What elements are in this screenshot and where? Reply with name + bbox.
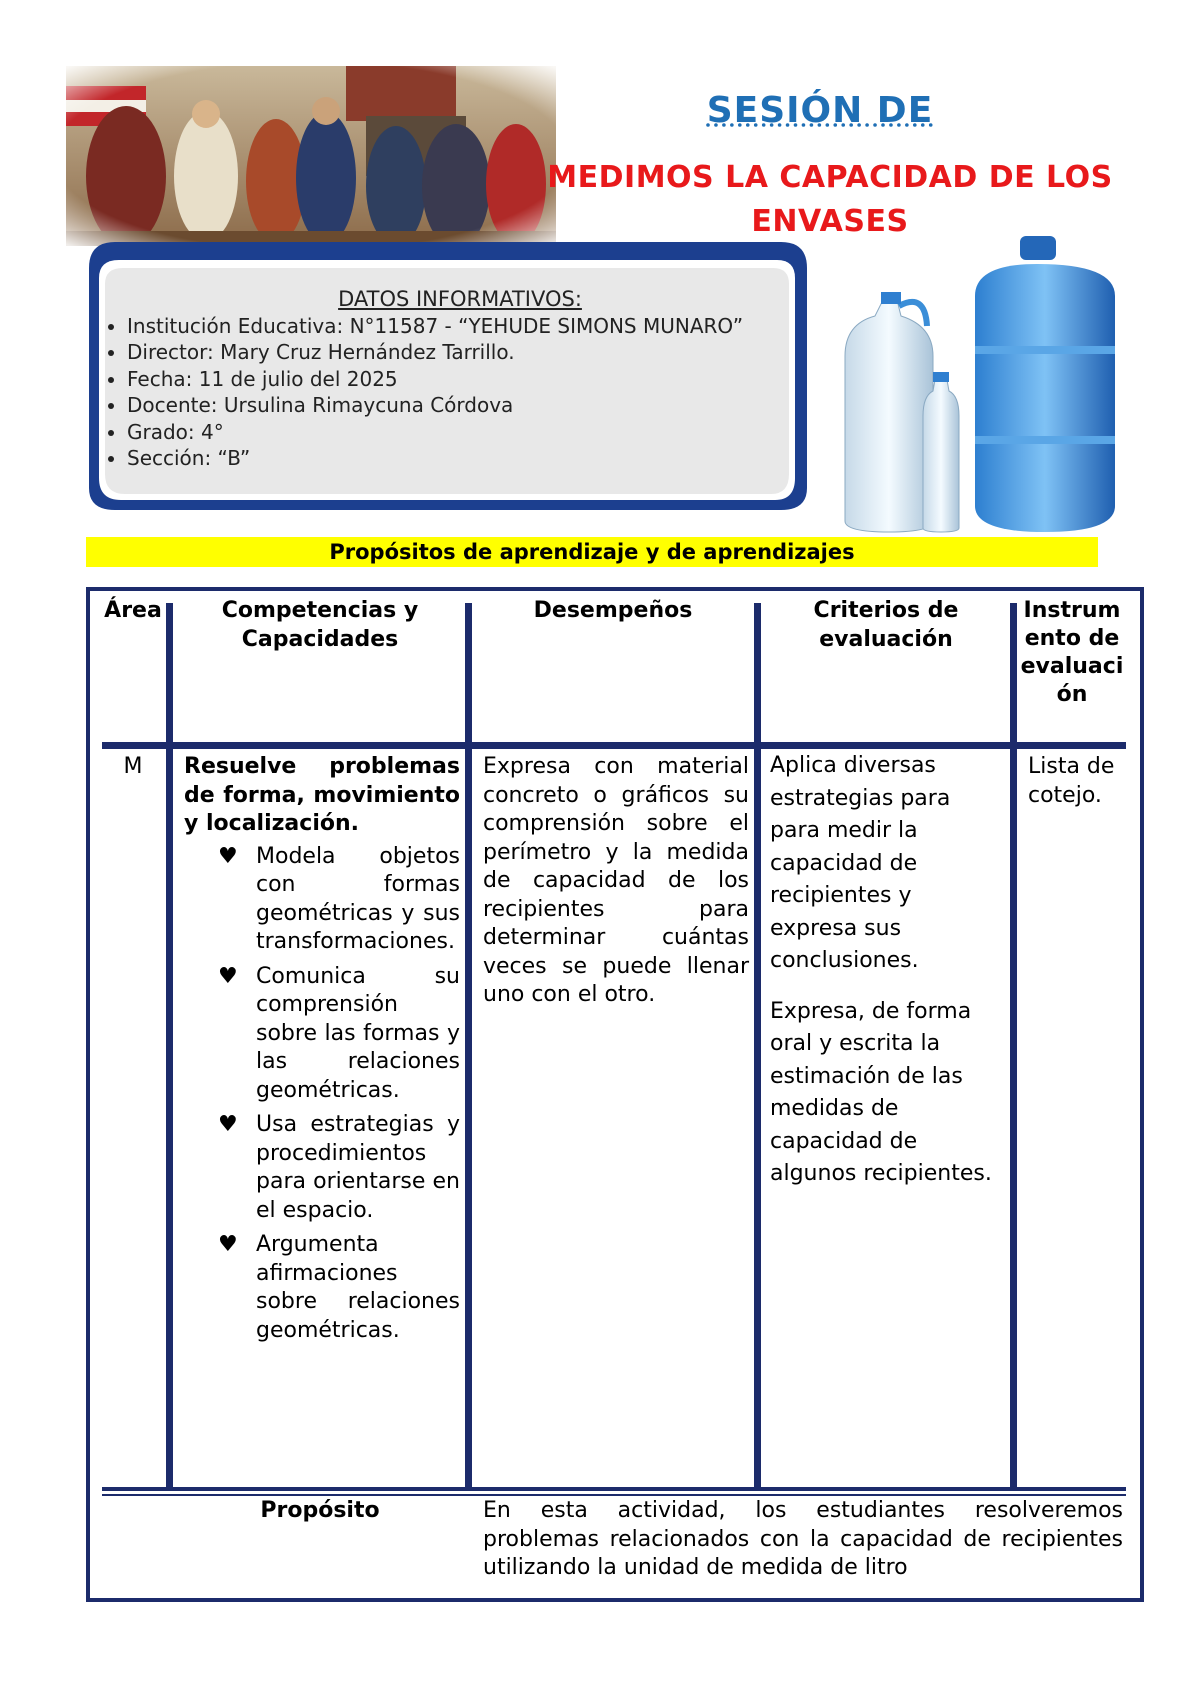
datos-item-institucion: • Institución Educativa: N°11587 - “YEHUDE SIMONS MUNARO” [127,313,785,340]
row-divider [102,1487,1126,1491]
datos-list [105,313,785,472]
heart-bullet-icon: ♥ [218,843,238,869]
lesson-title: MEDIMOS LA CAPACIDAD DE LOS ENVASES [547,160,1113,239]
cell-area: M [123,754,143,779]
header-area: Área [104,598,162,623]
header-criterios: Criterios de evaluación [813,598,959,652]
datos-item-director: • Director: Mary Cruz Hernández Tarrillo. [127,339,785,366]
capacidad-item: ♥ Comunica su comprensión sobre las formas y las relaciones geométricas. [218,963,460,1103]
proposito-text: En esta actividad, los estudiantes resolveremos problemas relacionados con la capacidad de recipientes utilizando la unidad de medida de litro [483,1498,1123,1580]
column-divider [465,603,472,1487]
datos-item-seccion: • Sección: “B” [127,445,785,472]
datos-item-grado: • Grado: 4° [127,419,785,446]
session-title: SESIÓN DE [706,90,934,131]
capacidad-item: ♥ Argumenta afirmaciones sobre relaciones geométricas. [218,1232,460,1343]
cell-competencias [184,753,460,1351]
column-divider [1010,603,1017,1487]
historical-painting-image [66,66,556,246]
heart-bullet-icon: ♥ [218,1112,238,1137]
capacidad-item: ♥ Modela objetos con formas geométricas y sus transformaciones. [218,843,460,954]
row-divider [102,1494,1126,1496]
column-divider [754,603,761,1487]
criterio-item: Aplica diversas estrategias para para medir la capacidad de recipientes y expresa sus conclusiones. [770,753,951,973]
header-desempenos: Desempeños [533,598,693,623]
heart-bullet-icon: ♥ [218,1232,238,1257]
competencia-title: Resuelve problemas de forma, movimiento y localización. [184,754,460,836]
capacidad-item: ♥ Usa estrategias y procedimientos para orientarse en el espacio. [218,1112,460,1223]
criterio-item: Expresa, de forma oral y escrita la estimación de las medidas de capacidad de algunos recipientes. [770,998,992,1186]
purpose-banner: Propósitos de aprendizaje y de aprendizajes [86,537,1098,567]
proposito-label: Propósito [260,1498,380,1523]
datos-item-fecha: • Fecha: 11 de julio del 2025 [127,366,785,393]
water-bottles-image [815,236,1130,536]
column-divider [166,603,173,1487]
capacidades-list [184,843,460,1346]
cell-instrumento: Lista de cotejo. [1028,754,1115,808]
cell-desempeno: Expresa con material concreto o gráficos su comprensión sobre el perímetro y la medida de capacidad de los recipientes para determinar cuántas veces se puede llenar uno con el otro. [483,754,749,1007]
datos-heading: DATOS INFORMATIVOS: [338,287,582,311]
datos-item-docente: • Docente: Ursulina Rimaycuna Córdova [127,392,785,419]
cell-criterios [770,750,1002,1209]
header-instrumento: Instrumento de evaluación [1020,598,1124,707]
header-competencias: Competencias y Capacidades [221,598,419,652]
datos-informativos [105,286,785,494]
heart-bullet-icon: ♥ [218,963,238,989]
row-divider [102,742,1126,749]
